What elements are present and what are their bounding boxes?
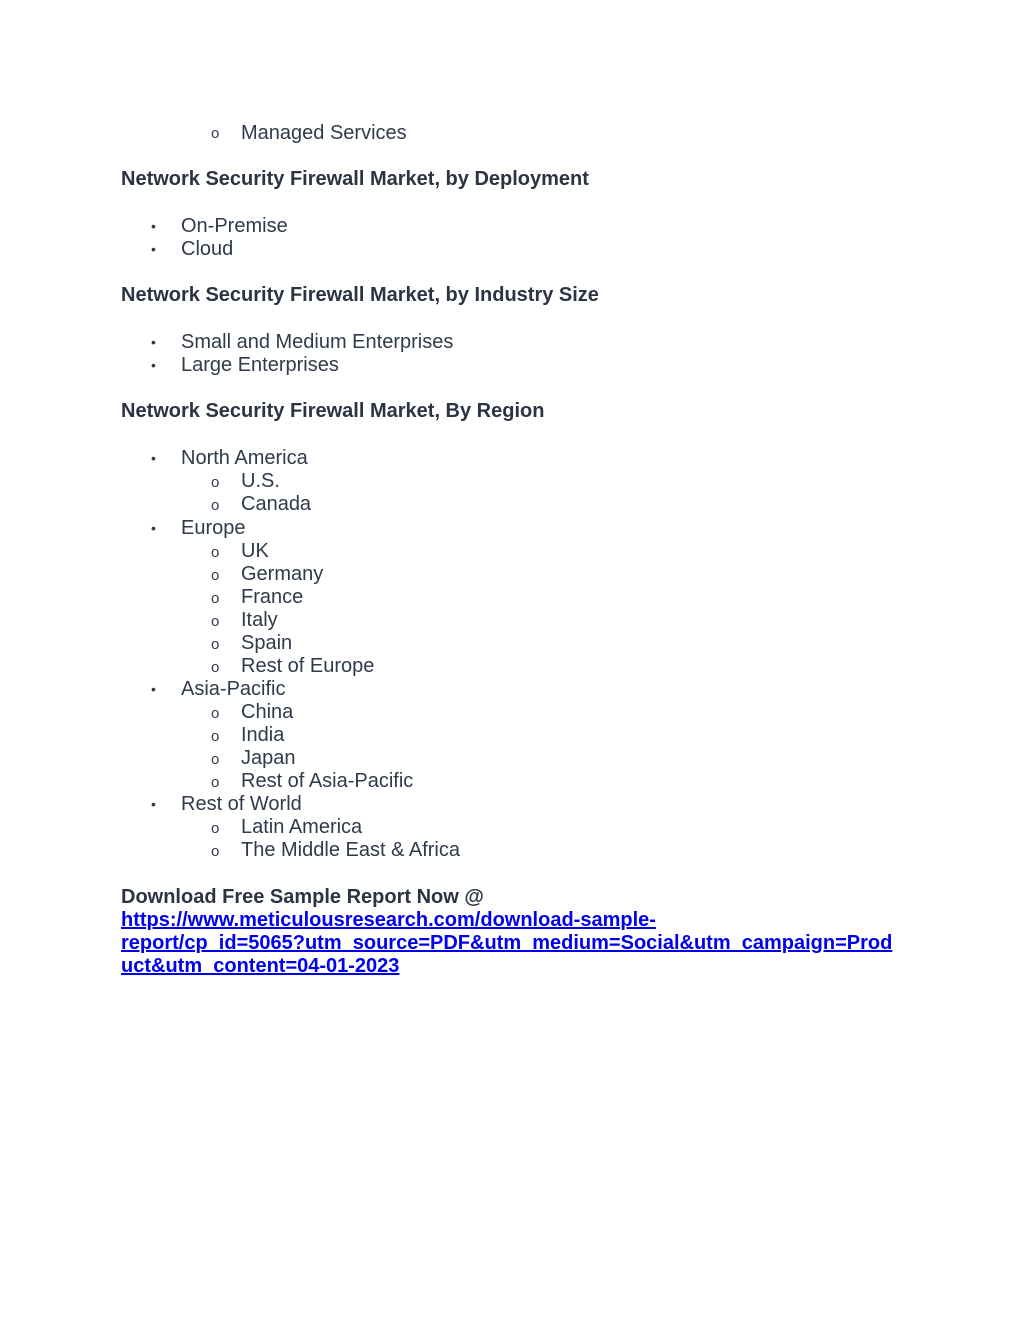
list-item-north-america: North America (181, 447, 308, 469)
sub-bullet-marker: o (211, 497, 220, 514)
sub-bullet-marker: o (211, 659, 220, 676)
list-item-large-enterprises: Large Enterprises (181, 354, 339, 376)
sub-bullet-marker: o (211, 474, 220, 491)
section-heading-region: Network Security Firewall Market, By Region (121, 400, 545, 422)
sub-bullet-marker: o (211, 843, 220, 860)
bullet-marker: • (151, 241, 156, 257)
bullet-marker: • (151, 520, 156, 536)
bullet-marker: • (151, 218, 156, 234)
list-item-europe: Europe (181, 517, 246, 539)
sub-bullet-marker: o (211, 567, 220, 584)
bullet-marker: • (151, 681, 156, 697)
list-item-italy: Italy (241, 609, 278, 631)
list-item-on-premise: On-Premise (181, 215, 288, 237)
sub-bullet-marker: o (211, 613, 220, 630)
section-heading-deployment: Network Security Firewall Market, by Deployment (121, 168, 589, 190)
list-item-rest-of-asia-pacific: Rest of Asia-Pacific (241, 770, 414, 792)
download-label: Download Free Sample Report Now @ (121, 886, 484, 908)
list-item-uk: UK (241, 540, 269, 562)
bullet-marker: • (151, 357, 156, 373)
list-item-rest-of-europe: Rest of Europe (241, 655, 375, 677)
list-item-smes: Small and Medium Enterprises (181, 331, 454, 353)
bullet-marker: • (151, 796, 156, 812)
section-heading-industry-size: Network Security Firewall Market, by Industry Size (121, 284, 599, 306)
sub-bullet-marker: o (211, 705, 220, 722)
list-item-latin-america: Latin America (241, 816, 363, 838)
sub-bullet-marker: o (211, 544, 220, 561)
sub-bullet-marker: o (211, 751, 220, 768)
list-item-middle-east-africa: The Middle East & Africa (241, 839, 460, 861)
sub-bullet-marker: o (211, 636, 220, 653)
list-item-asia-pacific: Asia-Pacific (181, 678, 286, 700)
list-item-canada: Canada (241, 493, 312, 515)
download-link-line-3[interactable]: uct&utm_content=04-01-2023 (121, 955, 400, 977)
list-item-cloud: Cloud (181, 238, 234, 260)
list-item-germany: Germany (241, 563, 324, 585)
download-link-line-2[interactable]: report/cp_id=5065?utm_source=PDF&utm_medium=Social&utm_campaign=Prod (121, 932, 893, 954)
bullet-marker: • (151, 334, 156, 350)
sub-bullet-marker: o (211, 774, 220, 791)
list-item-japan: Japan (241, 747, 296, 769)
list-item-france: France (241, 586, 304, 608)
sub-bullet-marker: o (211, 820, 220, 837)
sub-bullet-marker: o (211, 590, 220, 607)
list-item-india: India (241, 724, 285, 746)
sub-bullet-marker: o (211, 125, 220, 142)
list-item-managed-services: Managed Services (241, 122, 407, 144)
list-item-spain: Spain (241, 632, 293, 654)
list-item-rest-of-world: Rest of World (181, 793, 302, 815)
download-link-line-1[interactable]: https://www.meticulousresearch.com/download-sample- (121, 909, 656, 931)
list-item-us: U.S. (241, 470, 280, 492)
bullet-marker: • (151, 450, 156, 466)
sub-bullet-marker: o (211, 728, 220, 745)
list-item-china: China (241, 701, 294, 723)
